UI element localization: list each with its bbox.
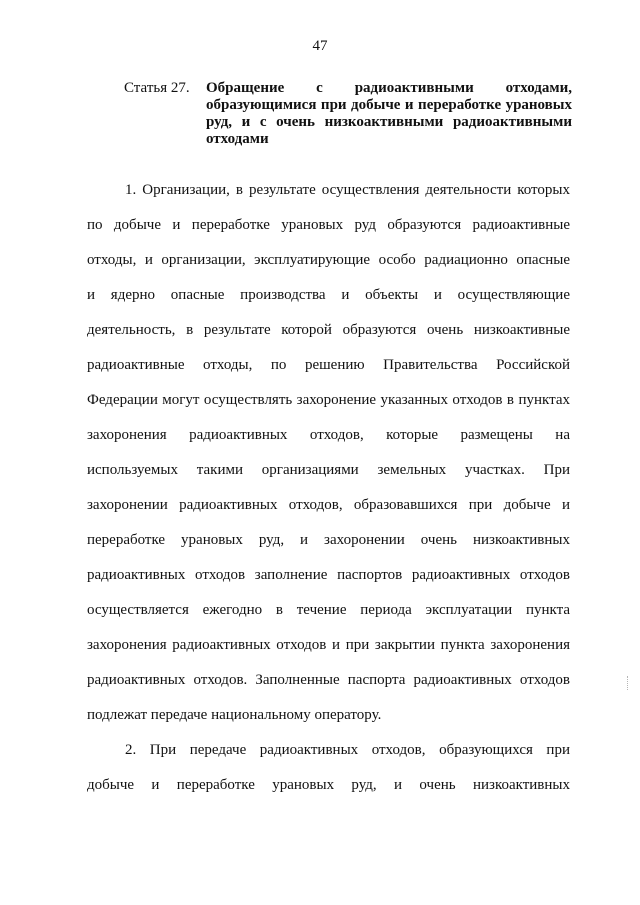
- page-number: 47: [312, 38, 328, 54]
- paragraph-1-line: деятельность, в результате которой образуются очень низкоактивные: [87, 322, 570, 338]
- paragraph-2-line: 2. При передаче радиоактивных отходов, образующихся при: [125, 742, 570, 758]
- paragraph-2-line: добыче и переработке урановых руд, и очень низкоактивных: [87, 777, 570, 793]
- paragraph-1-line: радиоактивных отходов. Заполненные паспорта радиоактивных отходов: [87, 672, 570, 688]
- paragraph-1-line: радиоактивные отходы, по решению Правительства Российской: [87, 357, 570, 373]
- article-title: [206, 80, 572, 148]
- article-title-line: Обращение с радиоактивными отходами,: [206, 80, 572, 96]
- paragraph-1-line: и ядерно опасные производства и объекты и осуществляющие: [87, 287, 570, 303]
- paragraph-1-line: радиоактивных отходов заполнение паспортов радиоактивных отходов: [87, 567, 570, 583]
- article-heading: [124, 80, 572, 148]
- paragraph-1-line: захоронения радиоактивных отходов, которые размещены на: [87, 427, 570, 443]
- paragraph-1-line: по добыче и переработке урановых руд образуются радиоактивные: [87, 217, 570, 233]
- margin-mark: [627, 676, 630, 690]
- paragraph-1-line: Федерации могут осуществлять захоронение указанных отходов в пунктах: [87, 392, 570, 408]
- paragraph-1-line: отходы, и организации, эксплуатирующие особо радиационно опасные: [87, 252, 570, 268]
- paragraph-1-line: осуществляется ежегодно в течение периода эксплуатации пункта: [87, 602, 570, 618]
- article-title-line: отходами: [206, 131, 269, 147]
- paragraph-1-line: подлежат передаче национальному оператору.: [87, 707, 382, 723]
- paragraph-1-line: переработке урановых руд, и захоронении очень низкоактивных: [87, 532, 570, 548]
- article-title-line: образующимися при добыче и переработке урановых: [206, 97, 572, 113]
- article-label: Статья 27.: [124, 80, 190, 96]
- paragraph-1-line: захоронения радиоактивных отходов и при закрытии пункта захоронения: [87, 637, 570, 653]
- article-title-line: руд, и с очень низкоактивными радиоактивными: [206, 114, 572, 130]
- paragraph-1-line: используемых такими организациями земельных участках. При: [87, 462, 570, 478]
- paragraph-1-line: захоронении радиоактивных отходов, образовавшихся при добыче и: [87, 497, 570, 513]
- paragraph-1-line: 1. Организации, в результате осуществления деятельности которых: [125, 182, 570, 198]
